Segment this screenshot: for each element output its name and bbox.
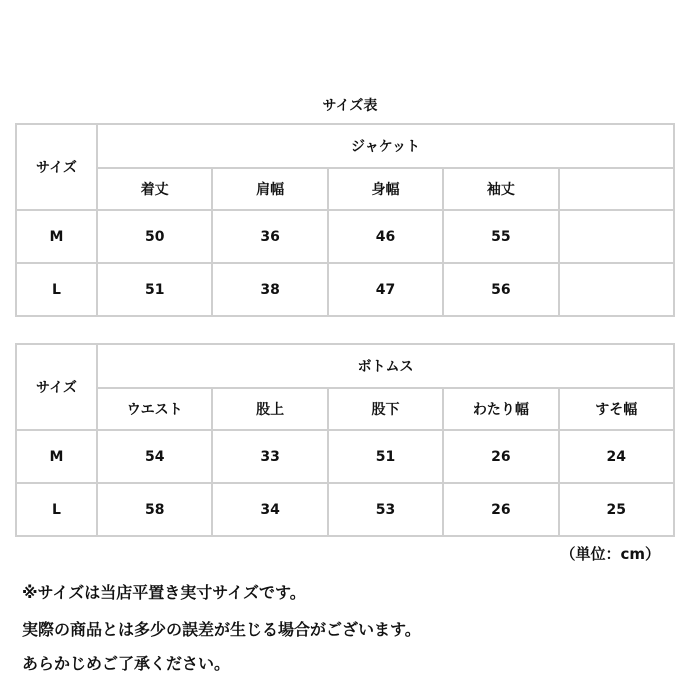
table-cell: 50 — [97, 210, 212, 263]
column-header: すそ幅 — [559, 388, 674, 430]
table-row — [16, 263, 674, 316]
table-cell: 46 — [328, 210, 443, 263]
note-line: あらかじめご了承ください。 — [22, 654, 231, 673]
table-row — [16, 483, 674, 536]
column-header: 着丈 — [97, 168, 212, 210]
table-cell: 34 — [212, 483, 327, 536]
table-cell: 38 — [212, 263, 327, 316]
bottoms-group-label: ボトムス — [97, 344, 674, 388]
column-header — [559, 168, 674, 210]
table-cell — [559, 210, 674, 263]
table-cell: 54 — [97, 430, 212, 483]
table-cell: 53 — [328, 483, 443, 536]
column-header: 股下 — [328, 388, 443, 430]
column-header: 肩幅 — [212, 168, 327, 210]
size-label: L — [16, 263, 97, 316]
table-cell: 33 — [212, 430, 327, 483]
column-header: わたり幅 — [443, 388, 558, 430]
column-header: 股上 — [212, 388, 327, 430]
jacket-size-table — [15, 123, 675, 317]
table-cell: 56 — [443, 263, 558, 316]
column-header: 身幅 — [328, 168, 443, 210]
column-header: 袖丈 — [443, 168, 558, 210]
column-header: ウエスト — [97, 388, 212, 430]
table-cell: 24 — [559, 430, 674, 483]
bottoms-column-headers — [16, 388, 674, 430]
jacket-group-label: ジャケット — [97, 124, 674, 168]
size-label: M — [16, 430, 97, 483]
jacket-size-header: サイズ — [16, 124, 97, 210]
table-cell: 26 — [443, 430, 558, 483]
bottoms-size-header: サイズ — [16, 344, 97, 430]
note-line: ※サイズは当店平置き実寸サイズです。 — [22, 583, 306, 602]
table-cell: 36 — [212, 210, 327, 263]
table-cell: 25 — [559, 483, 674, 536]
table-cell — [559, 263, 674, 316]
table-cell: 51 — [97, 263, 212, 316]
note-line: 実際の商品とは多少の誤差が生じる場合がございます。 — [22, 620, 421, 639]
table-row — [16, 430, 674, 483]
page-title: サイズ表 — [322, 98, 378, 114]
size-label: M — [16, 210, 97, 263]
unit-label: （単位：cm） — [560, 545, 660, 563]
table-cell: 55 — [443, 210, 558, 263]
bottoms-size-table — [15, 343, 675, 537]
table-cell: 51 — [328, 430, 443, 483]
jacket-column-headers — [16, 168, 674, 210]
table-cell: 47 — [328, 263, 443, 316]
table-cell: 26 — [443, 483, 558, 536]
table-row — [16, 210, 674, 263]
size-label: L — [16, 483, 97, 536]
table-cell: 58 — [97, 483, 212, 536]
